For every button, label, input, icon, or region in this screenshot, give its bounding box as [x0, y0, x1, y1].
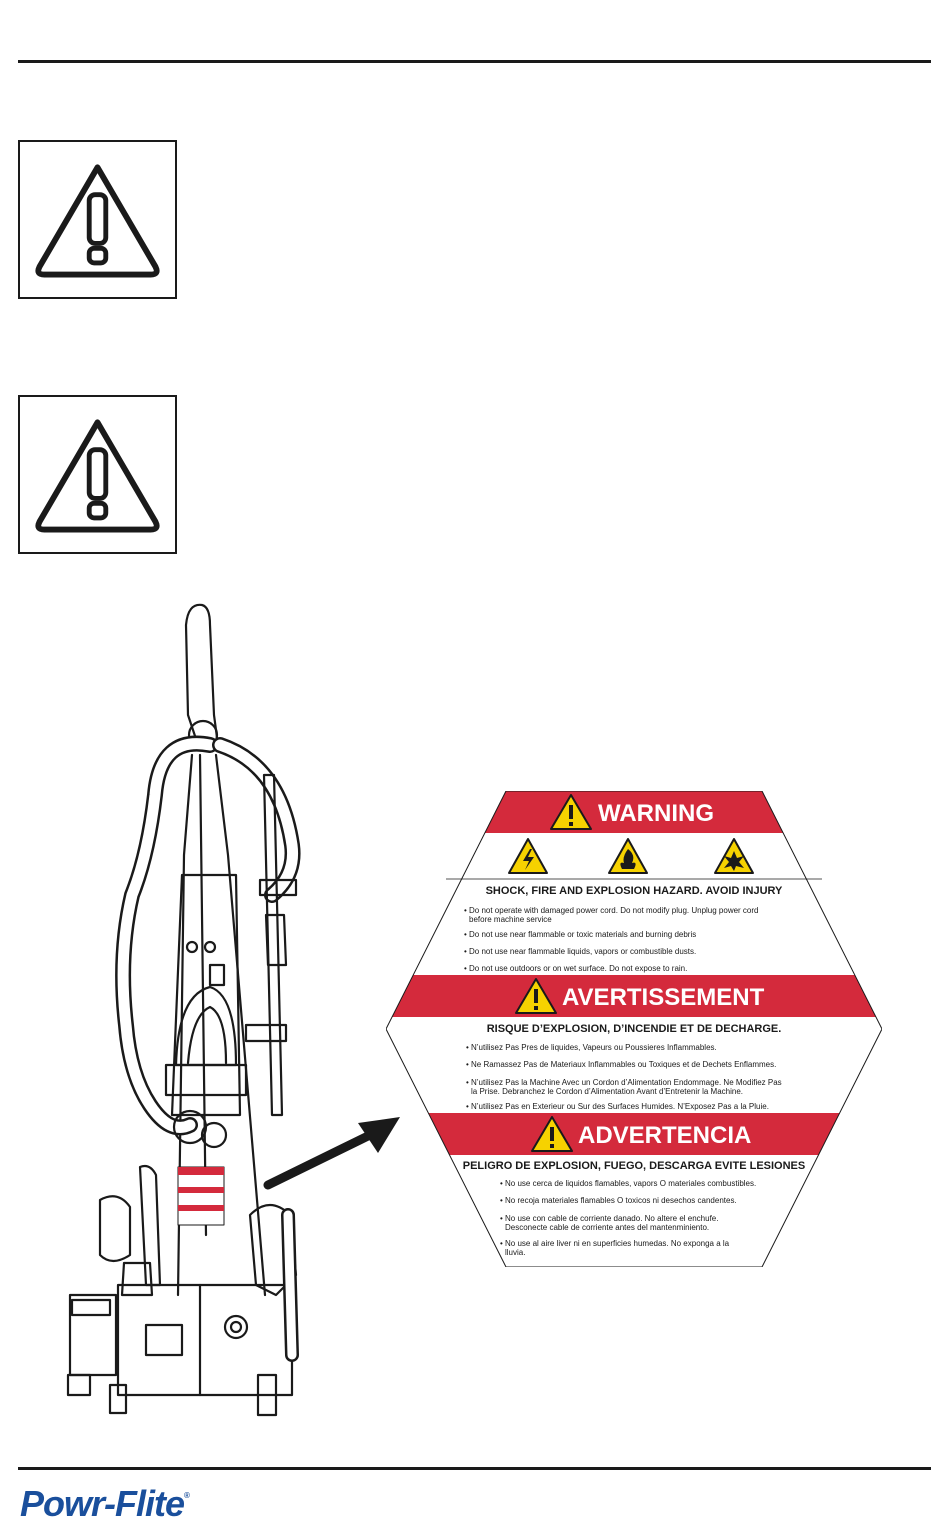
svg-text:•: •: [466, 1043, 469, 1052]
warning-item: before machine service: [469, 915, 552, 924]
svg-text:•: •: [500, 1239, 503, 1248]
trademark-mark: ®: [184, 1491, 189, 1500]
warning-box-2: [18, 395, 177, 554]
advertencia-item: No recoja materiales flamables O toxicos ni desechos candentes.: [505, 1196, 737, 1205]
top-rule: [18, 60, 931, 63]
svg-text:•: •: [464, 947, 467, 956]
bottom-rule: [18, 1467, 931, 1470]
avertissement-item: Ne Ramassez Pas de Materiaux Inflammables ou Toxiques et de Dechets Enflammes.: [471, 1060, 777, 1069]
avertissement-item: N’utilisez Pas Pres de liquides, Vapeurs ou Poussieres Inflammables.: [471, 1043, 717, 1052]
advertencia-item: No use con cable de corriente danado. No altere el enchufe.: [505, 1214, 719, 1223]
warning-box-1: [18, 140, 177, 299]
warning-item: Do not use near flammable or toxic materials and burning debris: [469, 930, 697, 939]
avertissement-item: N’utilisez Pas en Exterieur ou Sur des Surfaces Humides. N’Exposez Pas a la Pluie.: [471, 1102, 769, 1111]
svg-text:•: •: [464, 906, 467, 915]
svg-text:•: •: [466, 1060, 469, 1069]
advertencia-title: ADVERTENCIA: [578, 1122, 752, 1149]
advertencia-item: lluvia.: [505, 1248, 526, 1257]
warning-item: Do not operate with damaged power cord. Do not modify plug. Unplug power cord: [469, 906, 759, 915]
svg-text:•: •: [466, 1102, 469, 1111]
warning-item: Do not use outdoors or on wet surface. Do not expose to rain.: [469, 964, 688, 973]
avertissement-item: la Prise. Debranchez le Cordon d’Alimentation Avant d’Entretenir la Machine.: [471, 1087, 743, 1096]
avertissement-title: AVERTISSEMENT: [562, 984, 765, 1011]
advertencia-item: Desconecte cable de corriente antes del mantenminiento.: [505, 1223, 710, 1232]
svg-text:•: •: [464, 930, 467, 939]
machine-illustration: [60, 595, 350, 1420]
svg-text:•: •: [500, 1214, 503, 1223]
warning-decal: [386, 791, 882, 1267]
brand-logo: [20, 1483, 189, 1525]
advertencia-subtitle: PELIGRO DE EXPLOSION, FUEGO, DESCARGA EVITE LESIONES: [462, 1160, 806, 1172]
brand-logo-text: Powr-Flite: [20, 1483, 185, 1524]
warning-subtitle: SHOCK, FIRE AND EXPLOSION HAZARD. AVOID INJURY: [485, 885, 783, 897]
svg-text:•: •: [466, 1078, 469, 1087]
advertencia-item: No use al aire liver ni en superficies humedas. No exponga a la: [505, 1239, 730, 1248]
avertissement-subtitle: RISQUE D’EXPLOSION, D’INCENDIE ET DE DECHARGE.: [486, 1023, 782, 1035]
svg-text:•: •: [464, 964, 467, 973]
warning-title: WARNING: [598, 800, 714, 827]
warning-triangle-icon: [20, 142, 175, 297]
advertencia-item: No use cerca de liquidos flamables, vapors O materiales combustibles.: [505, 1179, 757, 1188]
svg-text:•: •: [500, 1179, 503, 1188]
warning-item: Do not use near flammable liquids, vapors or combustible dusts.: [469, 947, 697, 956]
avertissement-item: N’utilisez Pas la Machine Avec un Cordon d’Alimentation Endommage. Ne Modifiez Pas: [471, 1078, 782, 1087]
svg-text:•: •: [500, 1196, 503, 1205]
warning-triangle-icon: [20, 397, 175, 552]
